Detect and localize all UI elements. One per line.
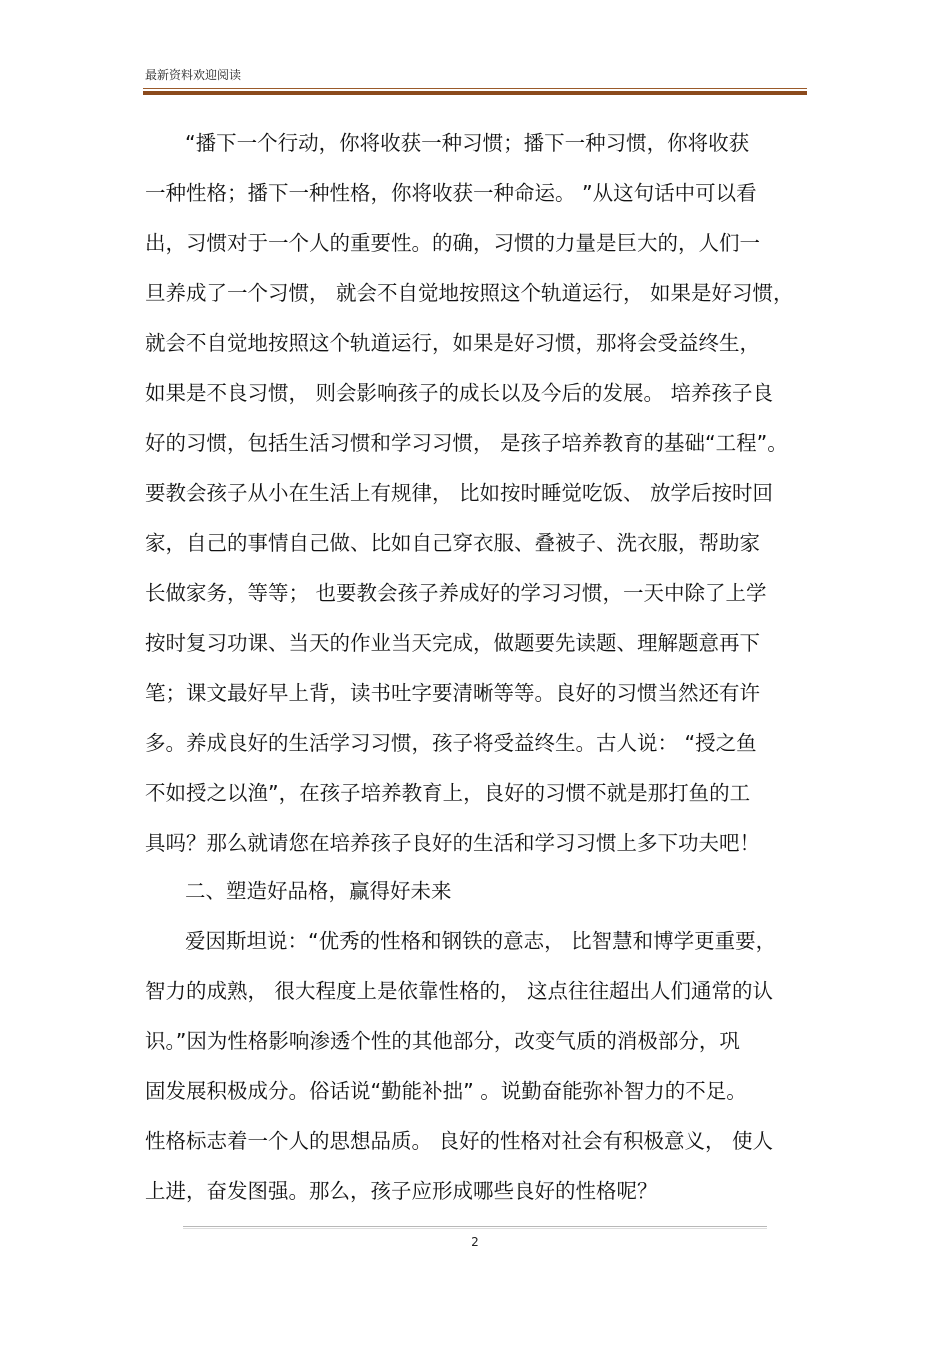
- text-line: 按时复习功课、当天的作业当天完成，做题要先读题、理解题意再下: [145, 631, 760, 655]
- text-line: 家，自己的事情自己做、比如自己穿衣服、叠被子、洗衣服，帮助家: [145, 531, 760, 555]
- page-number: 2: [471, 1235, 479, 1249]
- text-line: 笔；课文最好早上背，读书吐字要清晰等等。良好的习惯当然还有许: [145, 681, 760, 705]
- text-line: 出，习惯对于一个人的重要性。的确，习惯的力量是巨大的，人们一: [145, 231, 760, 255]
- text-line: 好的习惯，包括生活习惯和学习习惯， 是孩子培养教育的基础“工程”。: [145, 431, 788, 455]
- text-line: 智力的成熟， 很大程度上是依靠性格的， 这点往往超出人们通常的认: [145, 979, 774, 1003]
- text-line: 固发展积极成分。俗话说“勤能补拙” 。说勤奋能弥补智力的不足。: [145, 1079, 747, 1103]
- footer-rule: [183, 1226, 767, 1227]
- text-line: 长做家务，等等； 也要教会孩子养成好的学习习惯，一天中除了上学: [145, 581, 767, 605]
- header-rule-thin: [143, 88, 807, 89]
- header-text: 最新资料欢迎阅读: [145, 68, 242, 82]
- text-line: “播下一个行动，你将收获一种习惯；播下一种习惯，你将收获: [185, 131, 750, 155]
- text-line: 旦养成了一个习惯， 就会不自觉地按照这个轨道运行， 如果是好习惯，: [145, 281, 794, 305]
- text-line: 上进，奋发图强。那么，孩子应形成哪些良好的性格呢？: [145, 1179, 658, 1203]
- text-line: 具吗？那么就请您在培养孩子良好的生活和学习习惯上多下功夫吧！: [145, 831, 760, 855]
- header-rule-thick: [143, 91, 807, 95]
- text-line: 多。养成良好的生活学习习惯，孩子将受益终生。古人说： “授之鱼: [145, 731, 757, 755]
- text-line: 性格标志着一个人的思想品质。 良好的性格对社会有积极意义， 使人: [145, 1129, 774, 1153]
- text-line: 如果是不良习惯， 则会影响孩子的成长以及今后的发展。 培养孩子良: [145, 381, 774, 405]
- section-heading: 二、塑造好品格，赢得好未来: [185, 879, 452, 903]
- footer-rule-shadow: [183, 1228, 767, 1229]
- text-line: 要教会孩子从小在生活上有规律， 比如按时睡觉吃饭、 放学后按时回: [145, 481, 774, 505]
- text-line: 爱因斯坦说：“优秀的性格和钢铁的意志， 比智慧和博学更重要，: [185, 929, 777, 953]
- text-line: 识。”因为性格影响渗透个性的其他部分，改变气质的消极部分，巩: [145, 1029, 740, 1053]
- text-line: 不如授之以渔”，在孩子培养教育上，良好的习惯不就是那打鱼的工: [145, 781, 751, 805]
- text-line: 就会不自觉地按照这个轨道运行，如果是好习惯，那将会受益终生，: [145, 331, 760, 355]
- text-line: 一种性格；播下一种性格，你将收获一种命运。 ”从这句话中可以看: [145, 181, 757, 205]
